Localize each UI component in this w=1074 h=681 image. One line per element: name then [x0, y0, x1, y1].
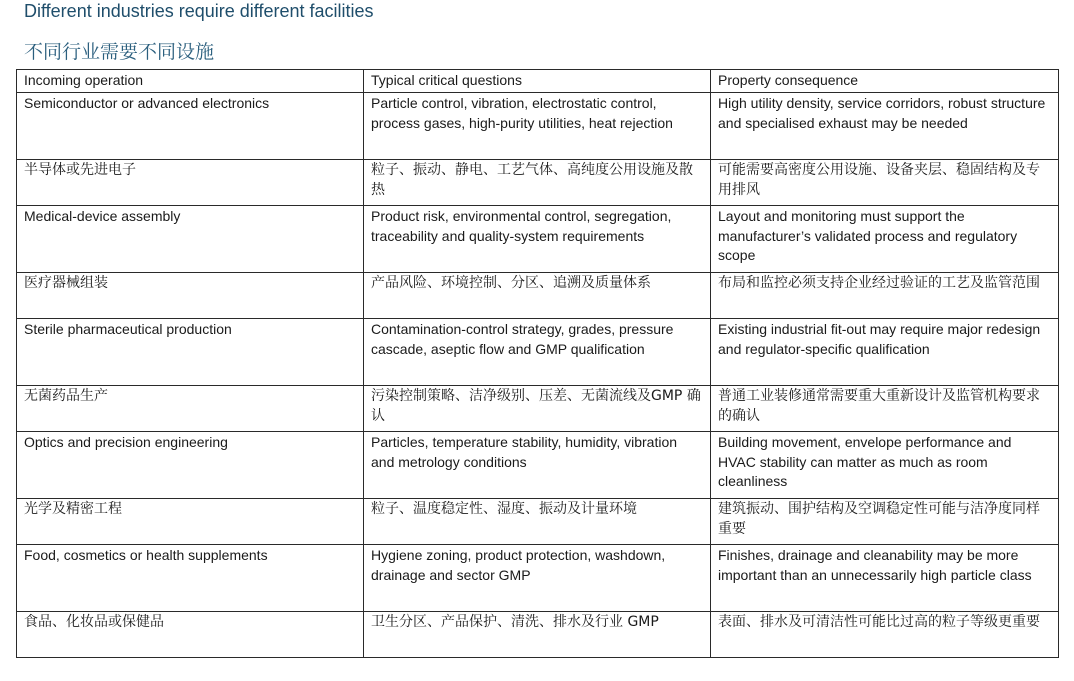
table-header-row	[17, 70, 1059, 93]
table-cell-questions: Particles, temperature stability, humidity, vibration and metrology conditions	[364, 432, 711, 499]
table-row	[17, 545, 1059, 612]
table-row	[17, 273, 1059, 319]
column-header-property-consequence: Property consequence	[711, 70, 1059, 93]
table-row	[17, 612, 1059, 658]
industry-facilities-table	[16, 69, 1059, 658]
table-cell-questions: 粒子、振动、静电、工艺气体、高纯度公用设施及散热	[364, 160, 711, 206]
column-header-incoming-operation: Incoming operation	[17, 70, 364, 93]
table-cell-operation: 半导体或先进电子	[17, 160, 364, 206]
table-row	[17, 319, 1059, 386]
table-cell-consequence: Finishes, drainage and cleanability may be more important than an unnecessarily high particle class	[711, 545, 1059, 612]
table-cell-consequence: 建筑振动、围护结构及空调稳定性可能与洁净度同样重要	[711, 499, 1059, 545]
table-cell-questions: Particle control, vibration, electrostatic control, process gases, high-purity utilities, heat rejection	[364, 93, 711, 160]
table-cell-operation: Optics and precision engineering	[17, 432, 364, 499]
table-cell-consequence: 布局和监控必须支持企业经过验证的工艺及监管范围	[711, 273, 1059, 319]
table-cell-operation: Sterile pharmaceutical production	[17, 319, 364, 386]
table-cell-consequence: Building movement, envelope performance and HVAC stability can matter as much as room cleanliness	[711, 432, 1059, 499]
table-cell-operation: 无菌药品生产	[17, 386, 364, 432]
table-row	[17, 499, 1059, 545]
table-cell-questions: Contamination-control strategy, grades, pressure cascade, aseptic flow and GMP qualification	[364, 319, 711, 386]
column-header-critical-questions: Typical critical questions	[364, 70, 711, 93]
table-cell-operation: Food, cosmetics or health supplements	[17, 545, 364, 612]
table-cell-operation: 食品、化妆品或保健品	[17, 612, 364, 658]
table-cell-consequence: 可能需要高密度公用设施、设备夹层、稳固结构及专用排风	[711, 160, 1059, 206]
table-cell-consequence: Layout and monitoring must support the manufacturer’s validated process and regulatory scope	[711, 206, 1059, 273]
table-row	[17, 160, 1059, 206]
table-row	[17, 206, 1059, 273]
table-cell-questions: 粒子、温度稳定性、湿度、振动及计量环境	[364, 499, 711, 545]
table-cell-operation: Semiconductor or advanced electronics	[17, 93, 364, 160]
page-subtitle-zh: 不同行业需要不同设施	[24, 41, 215, 63]
table-row	[17, 432, 1059, 499]
table-cell-questions: 产品风险、环境控制、分区、追溯及质量体系	[364, 273, 711, 319]
table-cell-consequence: 普通工业装修通常需要重大重新设计及监管机构要求的确认	[711, 386, 1059, 432]
table-cell-consequence: Existing industrial fit-out may require major redesign and regulator-specific qualification	[711, 319, 1059, 386]
table-row	[17, 386, 1059, 432]
table-cell-questions: Hygiene zoning, product protection, washdown, drainage and sector GMP	[364, 545, 711, 612]
table-cell-questions: 污染控制策略、洁净级别、压差、无菌流线及GMP 确认	[364, 386, 711, 432]
table-cell-questions: 卫生分区、产品保护、清洗、排水及行业 GMP	[364, 612, 711, 658]
table-cell-operation: 光学及精密工程	[17, 499, 364, 545]
table-row	[17, 93, 1059, 160]
table-cell-consequence: High utility density, service corridors, robust structure and specialised exhaust may be needed	[711, 93, 1059, 160]
table-cell-consequence: 表面、排水及可清洁性可能比过高的粒子等级更重要	[711, 612, 1059, 658]
table-cell-operation: 医疗器械组装	[17, 273, 364, 319]
table-cell-questions: Product risk, environmental control, segregation, traceability and quality-system requirements	[364, 206, 711, 273]
table-cell-operation: Medical-device assembly	[17, 206, 364, 273]
page-title: Different industries require different facilities	[24, 1, 374, 21]
